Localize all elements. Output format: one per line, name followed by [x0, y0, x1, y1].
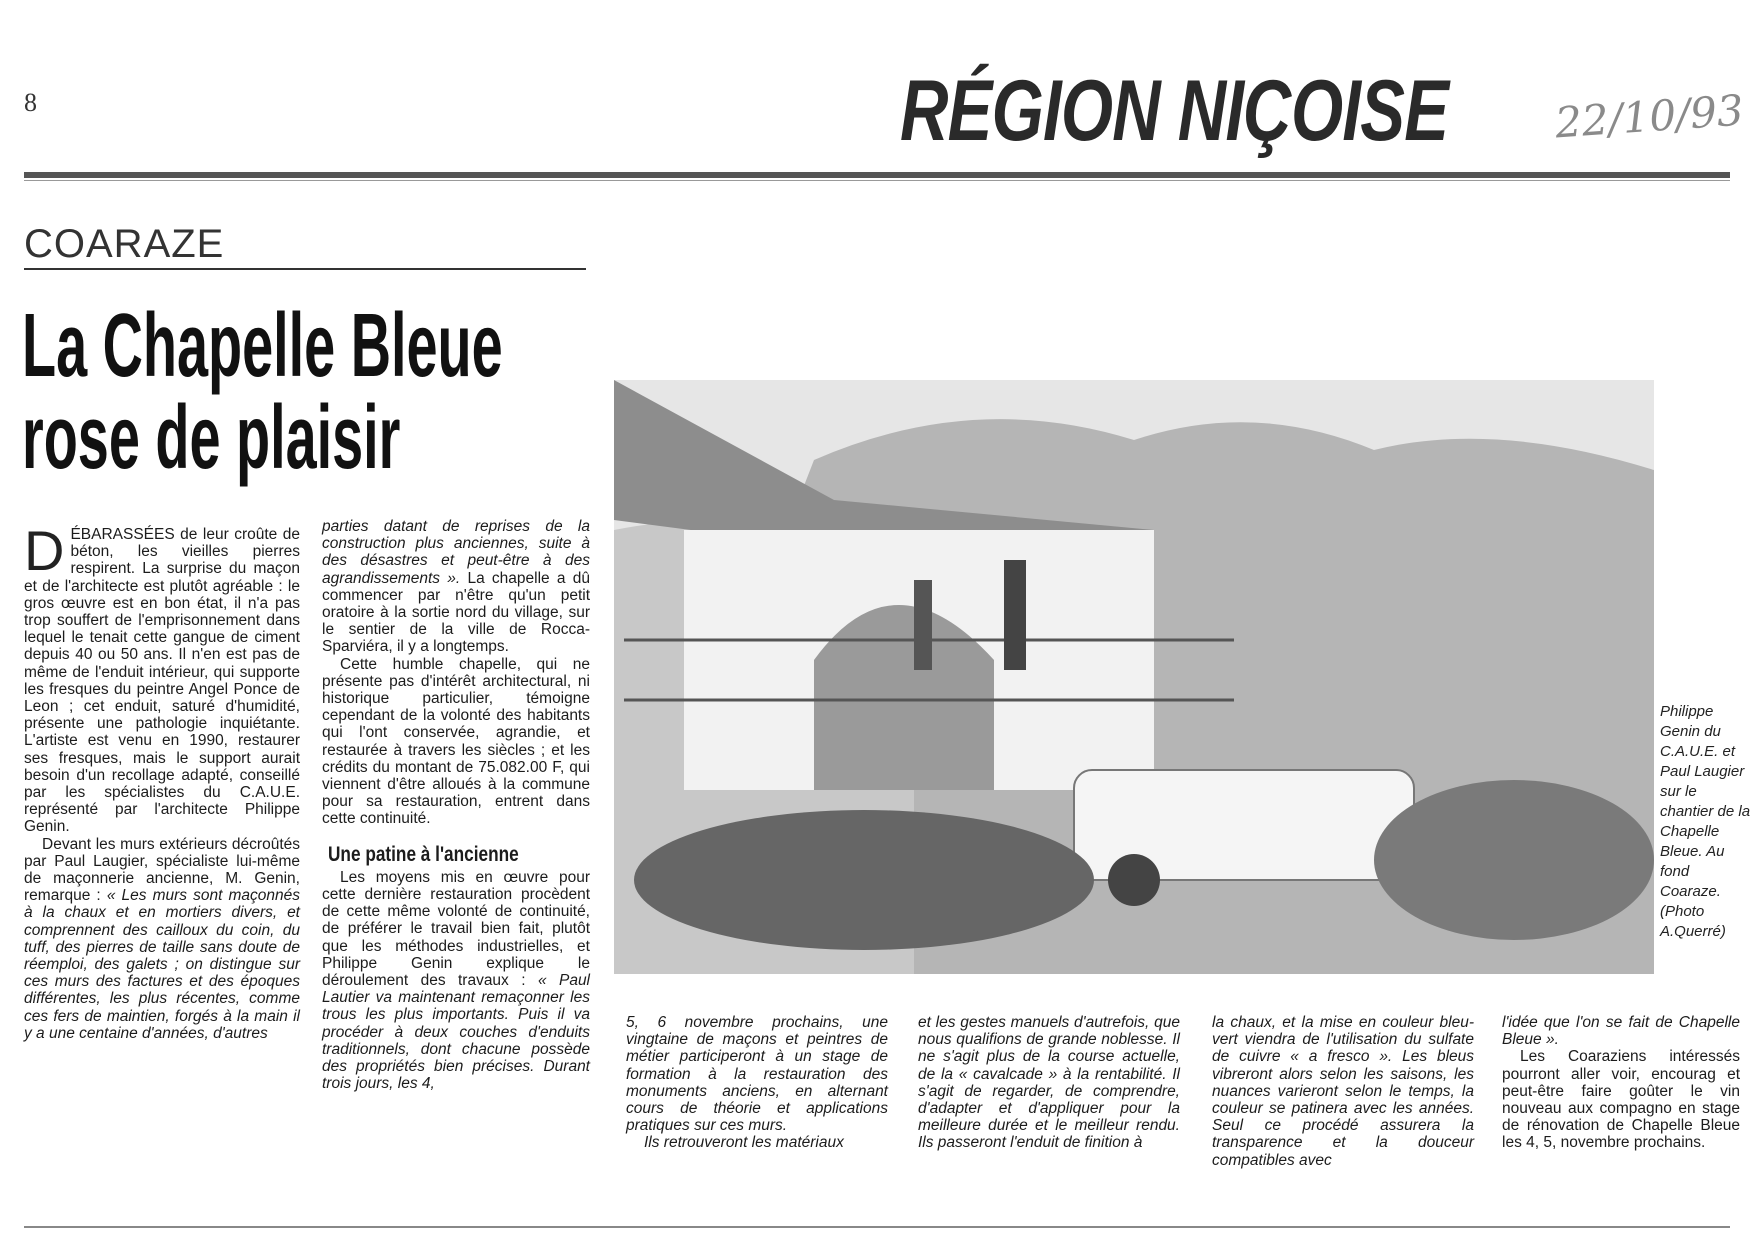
paragraph: 5, 6 novembre prochains, une vingtaine de maçons et peintres de métier participeront à un stage de formation à la restauration des monuments anciens, en alternant cours de théorie et applications pratiques sur ces murs.	[626, 1014, 888, 1135]
paragraph: la chaux, et la mise en couleur bleu-vert viendra de l'utilisation du sulfate de cuivre « a fresco ». Les bleus vibreront alors selon les saisons, les nuances varieront selon le temps, la couleur se patinera avec les années. Seul ce procédé assurera la transparence et la douceur compatibles avec	[1212, 1014, 1474, 1169]
handwritten-date: 22/10/93	[1553, 85, 1746, 148]
locality-rule	[24, 268, 586, 270]
paragraph: Les Coaraziens intéressés pourront aller voir, encourag et peut-être faire goûter le vin nouveau aux compagno en stage de rénovation de Chapelle Bleue les 4, 5, novembre prochains.	[1502, 1048, 1740, 1152]
drop-cap: D	[24, 519, 65, 582]
paragraph: l'idée que l'on se fait de Chapelle Bleue ».	[1502, 1014, 1740, 1049]
paragraph: Ils retrouveront les matériaux	[644, 1134, 844, 1152]
paragraph: Cette humble chapelle, qui ne présente pas d'intérêt architectural, ni historique particulier, témoigne cependant de la volonté des habitants qui l'ont conservée, agrandie, et restaurée à travers les siècles ; et les crédits du montant de 75.082.00 F, qui viennent d'être alloués à la commune pour sa restauration, entrent dans cette continuité.	[322, 655, 590, 828]
headline-line-1: La Chapelle Bleue	[22, 296, 503, 396]
locality-label: COARAZE	[24, 222, 225, 266]
quote-text: parties datant de reprises de la construction plus anciennes, suite à des désastres et peut-être à des agrandissements ».	[322, 518, 590, 587]
paragraph	[322, 869, 590, 1093]
article-column-5	[1212, 1014, 1474, 1194]
bottom-rule	[24, 1226, 1730, 1228]
quote-text: « Paul Lautier va maintenant remaçonner les trous les plus importants. Puis il va procéder à deux couches d'enduits traditionnels, dont chacune possède des propriétés bien précises. Durant trois jours, les 4,	[322, 972, 591, 1093]
photo-chapel-scaffolding	[614, 380, 1654, 974]
article-column-4	[918, 1014, 1180, 1194]
headline-line-2: rose de plaisir	[22, 388, 401, 488]
header-rule	[24, 172, 1730, 178]
paragraph: ÉBARASSÉES de leur croûte de béton, les vieilles pierres respirent. La surprise du maçon et de l'architecte est plutôt agréable : le gros œuvre est en bon état, il n'a pas trop souffert de l'emprisonnement dans lequel le tenait cette gangue de ciment depuis 40 ou 50 ans. Il n'en est pas de même de l'enduit intérieur, qui supporte les fresques du peintre Angel Ponce de Leon ; cet enduit, saturé d'humidité, présente une pathologie inquiétante. L'artiste est venu en 1990, restaurer ses fresques, mais le support aurait besoin d'un recollage adapté, conseillé par les spécialistes du C.A.U.E. représenté par l'architecte Philippe Genin.	[24, 526, 300, 836]
photo-caption: Philippe Genin du C.A.U.E. et Paul Laugier sur le chantier de la Chapelle Bleue. Au fond Coaraze. (Photo A.Querré)	[1660, 703, 1751, 940]
subheading: Une patine à l'ancienne	[328, 842, 519, 866]
paragraph-text: La chapelle a dû commencer par n'être qu'un petit oratoire à la sortie nord du village, sur le sentier de la ville de Rocca-Sparviéra, il y a longtemps.	[322, 569, 590, 656]
article-column-6	[1502, 1014, 1740, 1194]
article-column-2	[322, 518, 590, 1093]
header-rule-thin	[24, 180, 1730, 181]
paragraph-text: Devant les murs extérieurs décroûtés par Paul Laugier, spécialiste lui-même de maçonnerie ancienne, M. Genin, remarque :	[24, 835, 300, 905]
photo-illustration	[614, 380, 1654, 974]
paragraph	[24, 836, 300, 1042]
article-column-1	[24, 519, 301, 1042]
page-number: 8	[24, 88, 37, 117]
section-title: RÉGION NIÇOISE	[900, 63, 1449, 159]
paragraph	[322, 518, 590, 656]
paragraph-text: Les moyens mis en œuvre pour cette dernière restauration procèdent de cette même volonté de continuité, de préférer le travail bien fait, plutôt que les méthodes industrielles, et Philippe Genin explique le déroulement des travaux :	[322, 868, 590, 990]
paragraph: et les gestes manuels d'autrefois, que nous qualifions de grande noblesse. Il ne s'agit plus de la course actuelle, de la « cavalcade » à la rentabilité. Il s'agit de regarder, de comprendre, d'adapter et d'appliquer pour la meilleure durée et le meilleur rendu. Ils passeront l'enduit de finition à	[918, 1014, 1180, 1152]
headline	[22, 296, 503, 488]
article-column-3	[626, 1014, 888, 1194]
quote-text: « Les murs sont maçonnés à la chaux et en mortiers divers, et comprennent des cailloux du coin, du tuff, des pierres de taille sans doute de réemploi, des galets ; on distingue sur ces murs des factures et des époques différentes, les plus récentes, comme ces fers de maintien, forgés à la main il y a une centaine d'années, d'autres	[24, 887, 301, 1042]
